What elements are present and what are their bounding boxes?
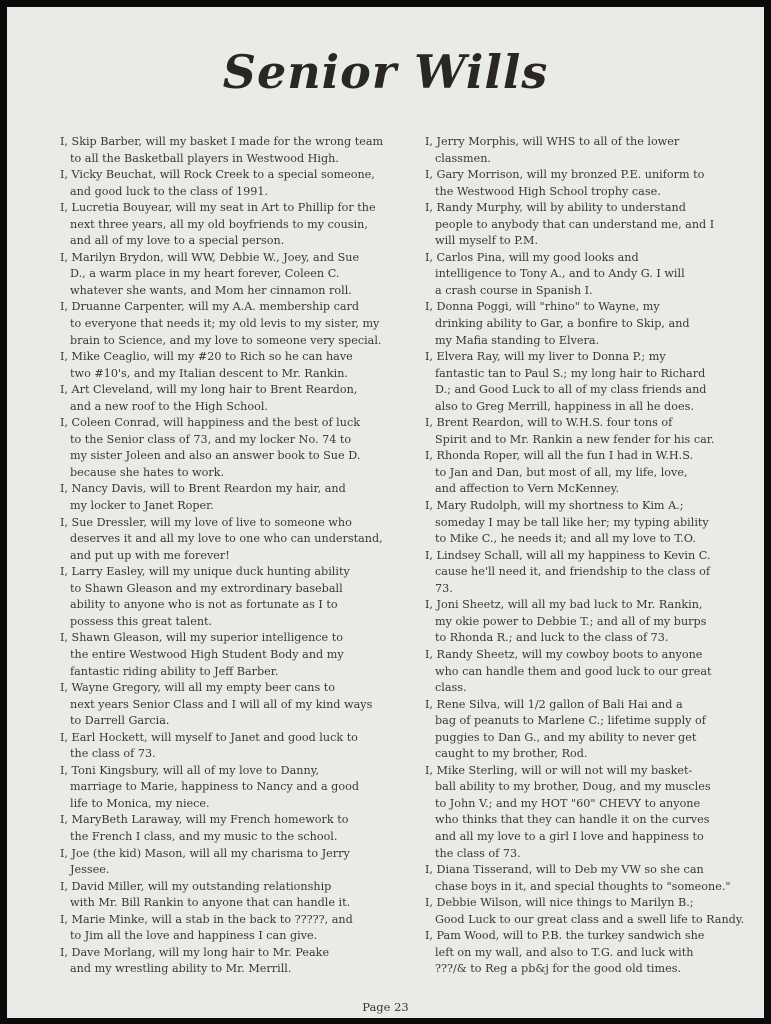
- will-line: I, Lindsey Schall, will all my happiness to Kevin C.: [425, 548, 711, 562]
- will-line: I, Carlos Pina, will my good looks and: [425, 250, 639, 264]
- will-line: I, MaryBeth Laraway, will my French homework to: [60, 813, 349, 827]
- will-entry: [60, 912, 412, 945]
- will-line: I, Larry Easley, will my unique duck hunting ability: [60, 565, 350, 579]
- will-line: the Westwood High School trophy case.: [435, 184, 661, 198]
- will-line: Jessee.: [70, 863, 110, 877]
- will-line: I, Dave Morlang, will my long hair to Mr. Peake: [60, 945, 330, 959]
- will-line: life to Monica, my niece.: [70, 796, 210, 810]
- will-line: D., a warm place in my heart forever, Coleen C.: [70, 267, 340, 281]
- will-line: the entire Westwood High Student Body and my: [70, 647, 344, 661]
- will-line: next three years, all my old boyfriends to my cousin,: [70, 217, 368, 231]
- will-line: to John V.; and my HOT "60" CHEVY to anyone: [435, 796, 701, 810]
- will-entry: [60, 167, 412, 200]
- will-line: ???/& to Reg a pb&j for the good old times.: [435, 962, 681, 976]
- will-line: next years Senior Class and I will all of my kind ways: [70, 697, 373, 711]
- will-line: and affection to Vern McKenney.: [435, 482, 620, 496]
- will-line: to Darrell Garcia.: [70, 714, 170, 728]
- will-line: I, Art Cleveland, will my long hair to Brent Reardon,: [60, 383, 358, 397]
- will-entry: [425, 299, 760, 349]
- will-line: 73.: [435, 581, 453, 595]
- will-line: because she hates to work.: [70, 465, 225, 479]
- will-line: cause he'll need it, and friendship to the class of: [435, 565, 711, 579]
- will-line: I, Earl Hockett, will myself to Janet and good luck to: [60, 730, 358, 744]
- will-entry: [60, 349, 412, 382]
- will-line: I, Mary Rudolph, will my shortness to Kim A.;: [425, 499, 684, 513]
- will-line: Good Luck to our great class and a swell life to Randy.: [435, 912, 745, 926]
- will-line: and all my love to a girl I love and happiness to: [435, 829, 704, 843]
- will-line: I, Elvera Ray, will my liver to Donna P.; my: [425, 350, 666, 364]
- will-line: someday I may be tall like her; my typing ability: [435, 515, 709, 529]
- will-line: left on my wall, and also to T.G. and luck with: [435, 945, 694, 959]
- will-entry: [425, 167, 760, 200]
- will-line: possess this great talent.: [70, 614, 213, 628]
- will-line: who thinks that they can handle it on the curves: [435, 813, 710, 827]
- will-entry: [425, 250, 760, 300]
- will-line: I, Joe (the kid) Mason, will all my charisma to Jerry: [60, 846, 350, 860]
- will-line: chase boys in it, and special thoughts to "someone.": [435, 879, 731, 893]
- will-line: I, Vicky Beuchat, will Rock Creek to a special someone,: [60, 168, 375, 182]
- will-line: fantastic tan to Paul S.; my long hair to Richard: [435, 366, 706, 380]
- will-line: D.; and Good Luck to all of my class friends and: [435, 383, 707, 397]
- will-entry: [425, 415, 760, 448]
- will-line: puggies to Dan G., and my ability to never get: [435, 730, 697, 744]
- will-line: I, Joni Sheetz, will all my bad luck to Mr. Rankin,: [425, 598, 703, 612]
- will-line: I, Randy Murphy, will by ability to understand: [425, 201, 686, 215]
- page-title: Senior Wills: [222, 45, 549, 99]
- will-line: I, Toni Kingsbury, will all of my love to Danny,: [60, 763, 320, 777]
- will-entry: [425, 498, 760, 548]
- will-line: the French I class, and my music to the school.: [70, 829, 338, 843]
- will-line: bag of peanuts to Marlene C.; lifetime supply of: [435, 714, 706, 728]
- will-line: I, Druanne Carpenter, will my A.A. membership card: [60, 300, 360, 314]
- will-line: the class of 73.: [70, 747, 156, 761]
- page-number: Page 23: [362, 1000, 409, 1014]
- will-line: to Rhonda R.; and luck to the class of 73.: [435, 631, 669, 645]
- will-line: I, Coleen Conrad, will happiness and the best of luck: [60, 416, 361, 430]
- will-line: I, Shawn Gleason, will my superior intelligence to: [60, 631, 343, 645]
- will-line: and a new roof to the High School.: [70, 399, 268, 413]
- will-line: whatever she wants, and Mom her cinnamon roll.: [70, 283, 352, 297]
- will-line: I, Wayne Gregory, will all my empty beer cans to: [60, 681, 335, 695]
- will-line: my Mafia standing to Elvera.: [435, 333, 600, 347]
- will-entry: [425, 548, 760, 598]
- will-entry: [60, 200, 412, 250]
- will-entry: [425, 200, 760, 250]
- will-line: and good luck to the class of 1991.: [70, 184, 269, 198]
- will-entry: [425, 928, 760, 978]
- will-line: who can handle them and good luck to our great: [435, 664, 712, 678]
- will-entry: [425, 597, 760, 647]
- will-line: fantastic riding ability to Jeff Barber.: [70, 664, 279, 678]
- will-entry: [60, 564, 412, 630]
- will-line: drinking ability to Gar, a bonfire to Skip, and: [435, 317, 690, 331]
- will-line: to Jan and Dan, but most of all, my life, love,: [435, 465, 688, 479]
- will-line: marriage to Marie, happiness to Nancy and a good: [70, 780, 359, 794]
- will-line: to Jim all the love and happiness I can give.: [70, 929, 318, 943]
- will-line: I, Randy Sheetz, will my cowboy boots to anyone: [425, 647, 703, 661]
- will-entry: [60, 415, 412, 481]
- will-line: also to Greg Merrill, happiness in all he does.: [435, 399, 694, 413]
- will-entry: [60, 945, 412, 978]
- will-line: I, David Miller, will my outstanding relationship: [60, 879, 332, 893]
- left-column: [60, 134, 412, 978]
- will-line: intelligence to Tony A., and to Andy G. I will: [435, 267, 685, 281]
- will-line: I, Sue Dressler, will my love of live to someone who: [60, 515, 352, 529]
- will-line: I, Mike Sterling, will or will not will my basket-: [425, 763, 693, 777]
- will-line: and put up with me forever!: [70, 548, 230, 562]
- will-entry: [60, 299, 412, 349]
- will-entry: [425, 895, 760, 928]
- will-line: class.: [435, 681, 467, 695]
- will-entry: [425, 763, 760, 862]
- will-line: I, Debbie Wilson, will nice things to Marilyn B.;: [425, 896, 694, 910]
- will-line: deserves it and all my love to one who can understand,: [70, 532, 383, 546]
- will-entry: [60, 730, 412, 763]
- will-entry: [60, 630, 412, 680]
- will-entry: [60, 382, 412, 415]
- will-entry: [60, 250, 412, 300]
- will-line: I, Rene Silva, will 1/2 gallon of Bali Hai and a: [425, 697, 683, 711]
- will-line: I, Skip Barber, will my basket I made for the wrong team: [60, 135, 384, 148]
- will-line: and my wrestling ability to Mr. Merrill.: [70, 962, 292, 976]
- will-entry: [60, 481, 412, 514]
- will-line: with Mr. Bill Rankin to anyone that can handle it.: [70, 896, 351, 910]
- will-line: and all of my love to a special person.: [70, 234, 285, 248]
- will-line: to Shawn Gleason and my extrordinary baseball: [70, 581, 343, 595]
- will-line: I, Rhonda Roper, will all the fun I had in W.H.S.: [425, 449, 694, 463]
- will-line: I, Marilyn Brydon, will WW, Debbie W., Joey, and Sue: [60, 250, 360, 264]
- yearbook-page: [7, 7, 764, 1018]
- will-line: to the Senior class of 73, and my locker No. 74 to: [70, 432, 352, 446]
- will-entry: [425, 862, 760, 895]
- will-line: people to anybody that can understand me, and I: [435, 217, 715, 231]
- will-line: I, Jerry Morphis, will WHS to all of the lower: [425, 135, 680, 148]
- will-line: a crash course in Spanish I.: [435, 283, 593, 297]
- will-line: two #10's, and my Italian descent to Mr. Rankin.: [70, 366, 348, 380]
- will-line: classmen.: [435, 151, 491, 165]
- will-line: I, Donna Poggi, will "rhino" to Wayne, my: [425, 300, 660, 314]
- will-entry: [60, 879, 412, 912]
- will-line: I, Lucretia Bouyear, will my seat in Art to Phillip for the: [60, 201, 376, 215]
- will-entry: [425, 697, 760, 763]
- will-line: I, Marie Minke, will a stab in the back to ?????, and: [60, 912, 353, 926]
- will-line: I, Mike Ceaglio, will my #20 to Rich so he can have: [60, 350, 353, 364]
- will-entry: [60, 763, 412, 813]
- will-line: to all the Basketball players in Westwood High.: [70, 151, 339, 165]
- will-line: I, Brent Reardon, will to W.H.S. four tons of: [425, 416, 673, 430]
- will-line: Spirit and to Mr. Rankin a new fender for his car.: [435, 432, 715, 446]
- will-line: my locker to Janet Roper.: [70, 499, 214, 513]
- will-entry: [425, 349, 760, 415]
- will-line: my sister Joleen and also an answer book to Sue D.: [70, 449, 361, 463]
- will-line: my okie power to Debbie T.; and all of my burps: [435, 614, 707, 628]
- will-line: I, Diana Tisserand, will to Deb my VW so she can: [425, 863, 704, 877]
- will-line: I, Gary Morrison, will my bronzed P.E. uniform to: [425, 168, 705, 182]
- will-line: I, Pam Wood, will to P.B. the turkey sandwich she: [425, 929, 705, 943]
- will-line: caught to my brother, Rod.: [435, 747, 588, 761]
- will-line: will myself to P.M.: [435, 234, 539, 248]
- will-line: ball ability to my brother, Doug, and my muscles: [435, 780, 711, 794]
- will-entry: [60, 846, 412, 879]
- will-entry: [60, 680, 412, 730]
- will-entry: [60, 812, 412, 845]
- will-entry: [425, 134, 760, 167]
- will-entry: [425, 647, 760, 697]
- will-line: I, Nancy Davis, will to Brent Reardon my hair, and: [60, 482, 346, 496]
- will-entry: [425, 448, 760, 498]
- will-entry: [60, 134, 412, 167]
- will-line: to Mike C., he needs it; and all my love to T.O.: [435, 532, 696, 546]
- will-line: to everyone that needs it; my old levis to my sister, my: [70, 317, 380, 331]
- will-line: the class of 73.: [435, 846, 521, 860]
- will-line: brain to Science, and my love to someone very special.: [70, 333, 382, 347]
- will-entry: [60, 515, 412, 565]
- right-column: [425, 134, 760, 978]
- will-line: ability to anyone who is not as fortunate as I to: [70, 598, 338, 612]
